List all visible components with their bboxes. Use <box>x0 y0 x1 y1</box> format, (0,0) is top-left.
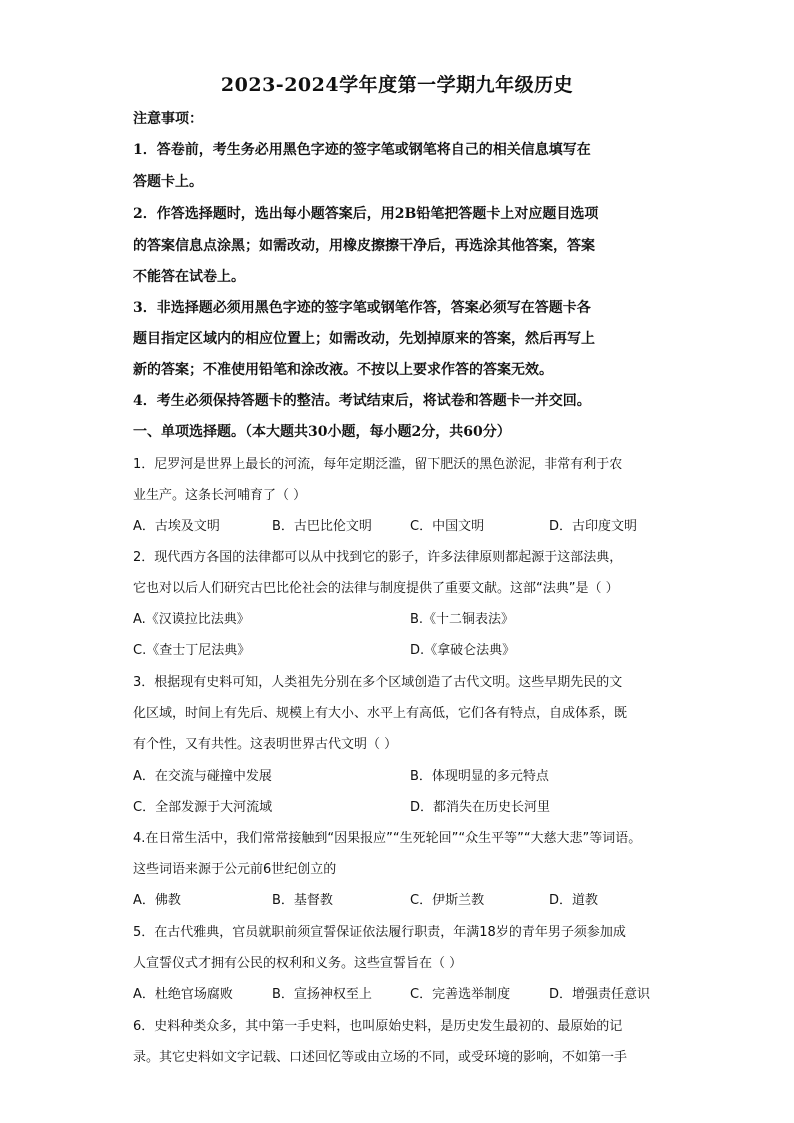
notice-line: 2．作答选择题时，选出每小题答案后，用2B铅笔把答题卡上对应题目选项 <box>133 206 599 222</box>
notice-line: 1．答卷前，考生务必用黑色字迹的签字笔或钢笔将自己的相关信息填写在 <box>133 142 591 158</box>
question-text: 录。其它史料如文字记载、口述回忆等或由立场的不同，或受环境的影响，不如第一手 <box>133 1050 628 1065</box>
option-d: D.《拿破仑法典》 <box>410 643 516 658</box>
notice-line: 不能答在试卷上。 <box>133 269 245 285</box>
option-c: C．完善选举制度 <box>410 987 511 1002</box>
notice-line: 题目指定区域内的相应位置上；如需改动，先划掉原来的答案，然后再写上 <box>133 331 595 347</box>
notice-line: 4．考生必须保持答题卡的整洁。考试结束后，将试卷和答题卡一并交回。 <box>133 393 591 409</box>
question-text: 6．史料种类众多，其中第一手史料，也叫原始史料，是历史发生最初的、最原始的记 <box>133 1019 623 1034</box>
page-title: 2023-2024学年度第一学期九年级历史 <box>220 74 574 96</box>
option-c: C．伊斯兰教 <box>410 893 485 908</box>
option-a: A.《汉谟拉比法典》 <box>133 612 250 627</box>
question-text: 3．根据现有史料可知，人类祖先分别在多个区域创造了古代文明。这些早期先民的文 <box>133 675 623 690</box>
section-heading: 一、单项选择题。（本大题共30小题，每小题2分，共60分） <box>133 424 511 440</box>
question-text: 有个性，又有共性。这表明世界古代文明（ ） <box>133 737 398 752</box>
option-a: A．佛教 <box>133 893 181 908</box>
question-text: 2．现代西方各国的法律都可以从中找到它的影子，许多法律原则都起源于这部法典， <box>133 550 623 565</box>
notice-heading: 注意事项： <box>133 111 203 127</box>
option-c: C.《查士丁尼法典》 <box>133 643 251 658</box>
option-d: D．古印度文明 <box>549 519 638 534</box>
option-c: C．中国文明 <box>410 519 485 534</box>
option-d: D．增强责任意识 <box>549 987 651 1002</box>
question-text: 5．在古代雅典，官员就职前须宣誓保证依法履行职责，年满18岁的青年男子须参加成 <box>133 925 626 940</box>
question-text: 它也对以后人们研究古巴比伦社会的法律与制度提供了重要文献。这部“法典”是（ ） <box>133 581 619 596</box>
question-text: 4.在日常生活中，我们常常接触到“因果报应”“生死轮回”“众生平等”“大慈大悲”等词语。 <box>133 831 642 846</box>
option-b: B．体现明显的多元特点 <box>410 769 549 784</box>
notice-line: 新的答案；不准使用铅笔和涂改液。不按以上要求作答的答案无效。 <box>133 362 553 378</box>
option-b: B．基督教 <box>272 893 333 908</box>
question-text: 这些词语来源于公元前6世纪创立的 <box>133 862 337 877</box>
option-b: B．古巴比伦文明 <box>272 519 372 534</box>
notice-line: 3．非选择题必须用黑色字迹的签字笔或钢笔作答，答案必须写在答题卡各 <box>133 300 591 316</box>
notice-line: 的答案信息点涂黑；如需改动，用橡皮擦擦干净后，再选涂其他答案，答案 <box>133 238 595 254</box>
option-a: A．在交流与碰撞中发展 <box>133 769 272 784</box>
option-c: C．全部发源于大河流域 <box>133 800 273 815</box>
question-text: 化区域，时间上有先后、规模上有大小、水平上有高低，它们各有特点，自成体系，既 <box>133 706 628 721</box>
option-a: A．古埃及文明 <box>133 519 220 534</box>
question-text: 1．尼罗河是世界上最长的河流，每年定期泛滥，留下肥沃的黑色淤泥，非常有利于农 <box>133 457 623 472</box>
option-d: D．都消失在历史长河里 <box>410 800 551 815</box>
option-b: B．宣扬神权至上 <box>272 987 372 1002</box>
option-a: A．杜绝官场腐败 <box>133 987 233 1002</box>
option-b: B.《十二铜表法》 <box>410 612 515 627</box>
notice-line: 答题卡上。 <box>133 174 203 190</box>
question-text: 人宣誓仪式才拥有公民的权利和义务。这些宣誓旨在（ ） <box>133 956 463 971</box>
question-text: 业生产。这条长河哺育了（ ） <box>133 488 307 503</box>
option-d: D．道教 <box>549 893 599 908</box>
